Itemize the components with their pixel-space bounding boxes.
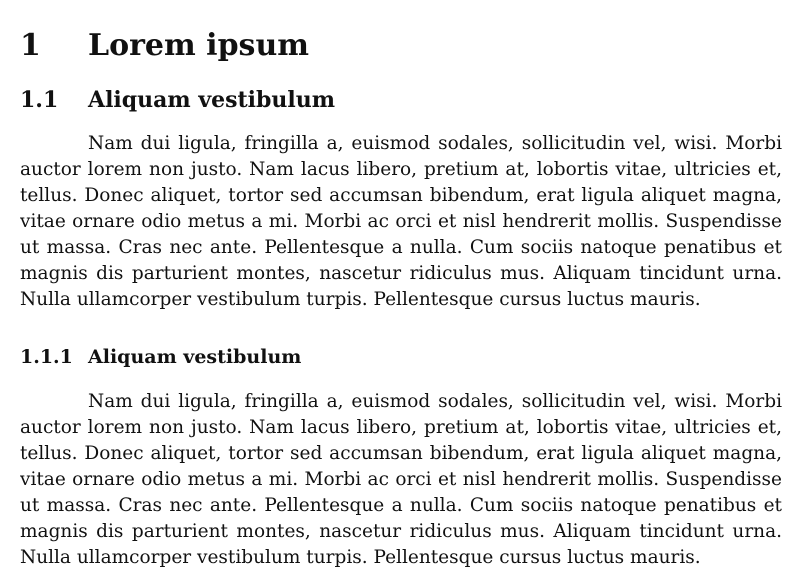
paragraph-line: magnis dis parturient montes, nascetur ridiculus mus. Aliquam tincidunt urna. [20,521,782,542]
paragraph-2 [20,389,782,571]
subsubsection-number: 1.1.1 [20,346,73,368]
subsection-title: Aliquam vestibulum [88,87,336,113]
paragraph-line: ut massa. Cras nec ante. Pellentesque a nulla. Cum sociis natoque penatibus et [20,495,782,516]
paragraph-line: auctor lorem non justo. Nam lacus libero, pretium at, lobortis vitae, ultricies et, [20,159,782,180]
paragraph-line: tellus. Donec aliquet, tortor sed accumsan bibendum, erat ligula aliquet magna, [20,443,782,464]
section-heading [20,28,309,63]
subsection-number: 1.1 [20,87,59,113]
paragraph-line: vitae ornare odio metus a mi. Morbi ac orci et nisl hendrerit mollis. Suspendisse [20,469,782,490]
subsection-heading [20,87,335,113]
subsubsection-heading [20,346,301,368]
subsubsection-title: Aliquam vestibulum [88,346,302,368]
paragraph-line: Nulla ullamcorper vestibulum turpis. Pellentesque cursus luctus mauris. [20,289,701,310]
paragraph-line: vitae ornare odio metus a mi. Morbi ac orci et nisl hendrerit mollis. Suspendisse [20,211,782,232]
section-number: 1 [20,28,41,63]
paragraph-line: magnis dis parturient montes, nascetur ridiculus mus. Aliquam tincidunt urna. [20,263,782,284]
paragraph-line: Nam dui ligula, fringilla a, euismod sodales, sollicitudin vel, wisi. Morbi [88,133,782,154]
paragraph-line: Nulla ullamcorper vestibulum turpis. Pellentesque cursus luctus mauris. [20,547,701,568]
paragraph-line: auctor lorem non justo. Nam lacus libero, pretium at, lobortis vitae, ultricies et, [20,417,782,438]
paragraph-line: ut massa. Cras nec ante. Pellentesque a nulla. Cum sociis natoque penatibus et [20,237,782,258]
paragraph-1 [20,131,782,313]
section-title: Lorem ipsum [88,28,310,63]
paragraph-line: Nam dui ligula, fringilla a, euismod sodales, sollicitudin vel, wisi. Morbi [88,391,782,412]
paragraph-line: tellus. Donec aliquet, tortor sed accumsan bibendum, erat ligula aliquet magna, [20,185,782,206]
